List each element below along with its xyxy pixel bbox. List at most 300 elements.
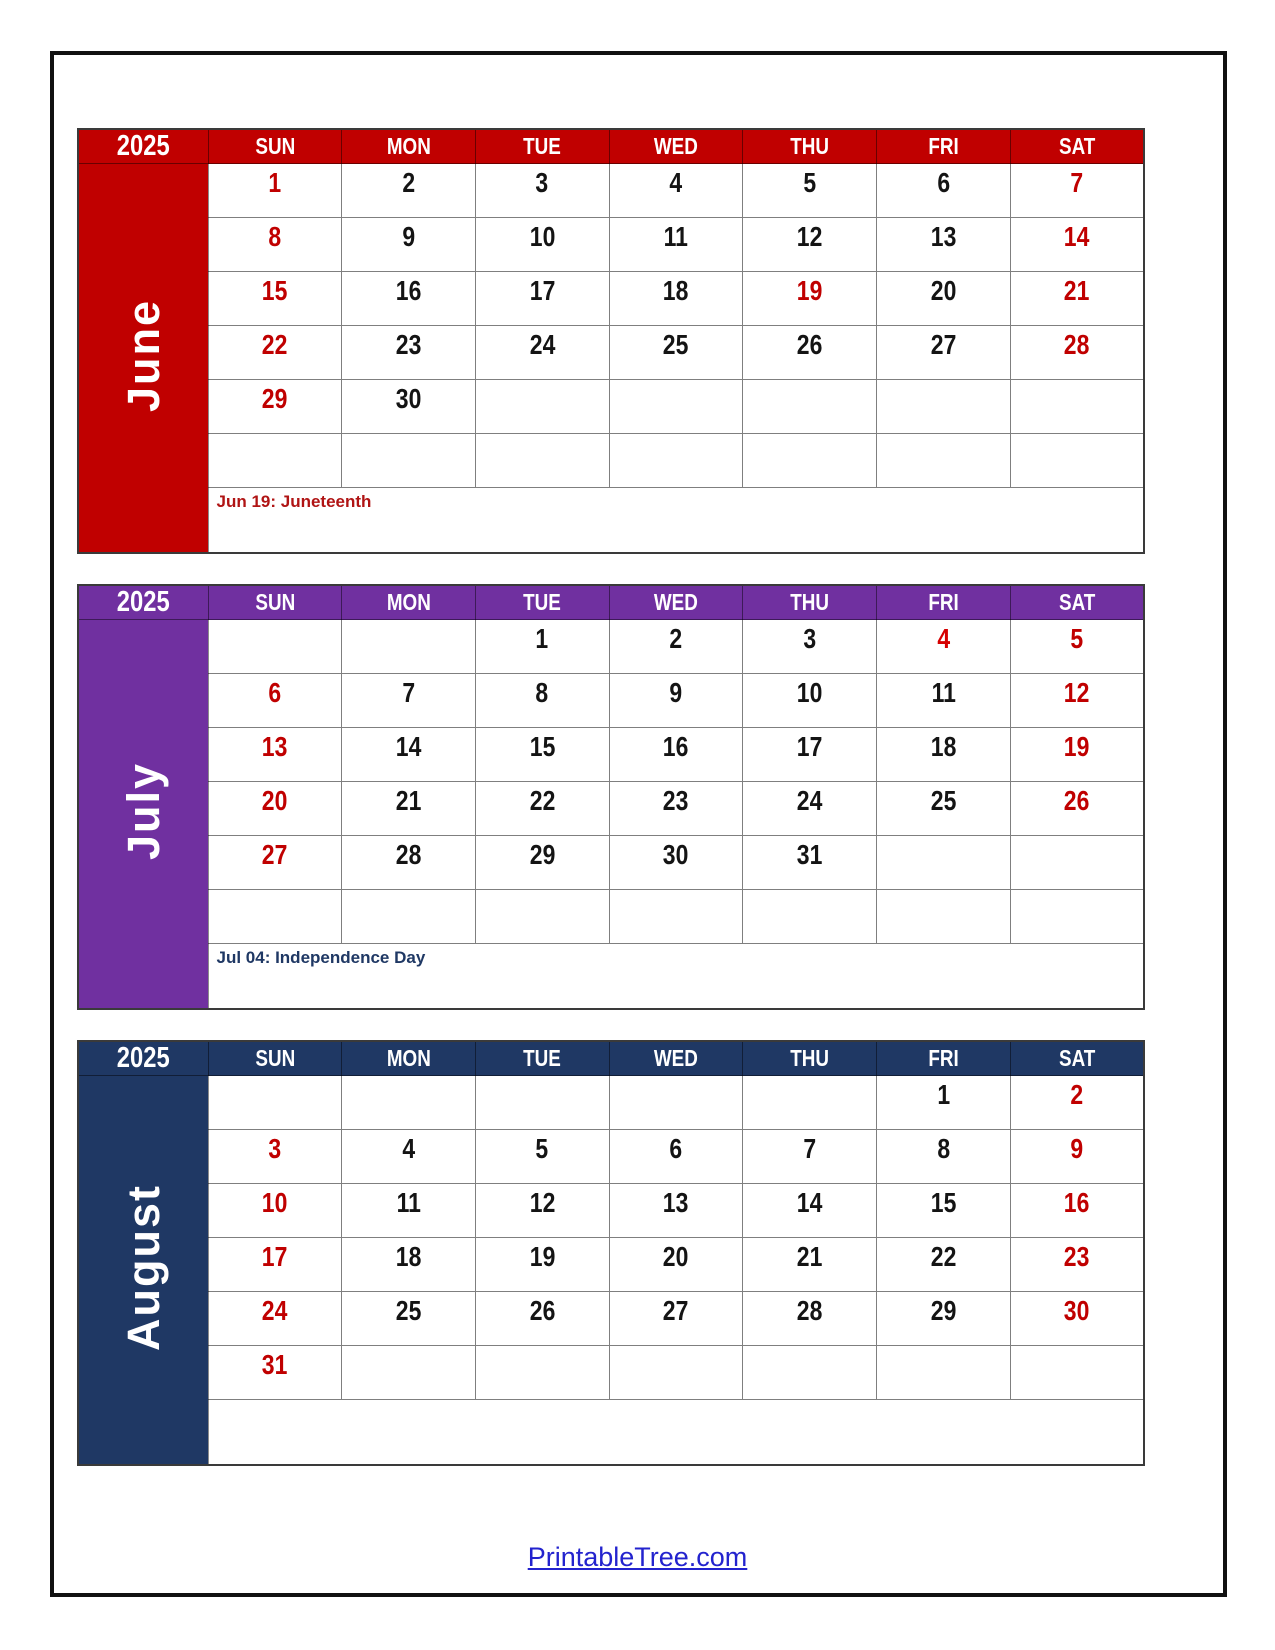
date-cell-18 xyxy=(609,272,743,326)
day-header-label: FRI xyxy=(928,589,959,615)
day-header-label: TUE xyxy=(523,1045,562,1071)
date-cell-22 xyxy=(475,782,609,836)
date-number: 25 xyxy=(930,785,957,816)
date-cell-29 xyxy=(877,1292,1011,1346)
month-name-label: June xyxy=(117,298,169,413)
day-header-sat xyxy=(1010,1041,1144,1076)
note-row xyxy=(78,488,1144,554)
date-number: 30 xyxy=(1064,1295,1090,1326)
date-number: 7 xyxy=(402,677,415,708)
date-cell-25 xyxy=(877,782,1011,836)
date-cell-7 xyxy=(1010,164,1144,218)
date-number: 17 xyxy=(529,275,556,306)
date-cell-19 xyxy=(475,1238,609,1292)
date-cell-30 xyxy=(609,836,743,890)
date-cell-25 xyxy=(342,1292,476,1346)
date-cell-4 xyxy=(609,164,743,218)
date-number: 26 xyxy=(1064,785,1090,816)
date-number: 12 xyxy=(529,1187,556,1218)
date-cell-20 xyxy=(877,272,1011,326)
date-number: 21 xyxy=(1064,275,1090,306)
date-number: 22 xyxy=(529,785,556,816)
header-row xyxy=(78,1041,1144,1076)
date-cell-28 xyxy=(743,1292,877,1346)
date-number: 12 xyxy=(796,221,823,252)
date-cell-22 xyxy=(208,326,342,380)
date-cell-9 xyxy=(609,674,743,728)
date-number: 26 xyxy=(796,329,823,360)
date-cell-empty xyxy=(342,1346,476,1400)
holiday-note xyxy=(208,1400,1144,1466)
date-number: 31 xyxy=(262,1349,288,1380)
date-number: 16 xyxy=(395,275,422,306)
date-number: 29 xyxy=(930,1295,957,1326)
date-number: 23 xyxy=(663,785,689,816)
day-header-label: SUN xyxy=(254,1045,295,1071)
date-cell-7 xyxy=(743,1130,877,1184)
date-cell-2 xyxy=(342,164,476,218)
date-number: 15 xyxy=(529,731,556,762)
date-number: 21 xyxy=(796,1241,823,1272)
year-cell xyxy=(78,585,208,620)
week-row xyxy=(78,836,1144,890)
date-cell-empty xyxy=(475,890,609,944)
week-row xyxy=(78,218,1144,272)
note-row xyxy=(78,944,1144,1010)
date-number: 1 xyxy=(268,167,282,198)
date-cell-empty xyxy=(475,1346,609,1400)
date-cell-9 xyxy=(342,218,476,272)
date-cell-18 xyxy=(877,728,1011,782)
day-header-sun xyxy=(208,129,342,164)
day-header-label: SAT xyxy=(1058,589,1096,615)
date-cell-empty xyxy=(342,620,476,674)
date-cell-empty xyxy=(342,1076,476,1130)
day-header-label: THU xyxy=(790,133,830,159)
day-header-mon xyxy=(342,129,476,164)
date-cell-1 xyxy=(208,164,342,218)
date-number: 11 xyxy=(663,221,689,252)
date-number: 1 xyxy=(535,623,549,654)
date-number: 4 xyxy=(402,1133,415,1164)
date-cell-7 xyxy=(342,674,476,728)
day-header-sun xyxy=(208,1041,342,1076)
date-number: 5 xyxy=(1070,623,1084,654)
date-cell-empty xyxy=(475,1076,609,1130)
date-cell-5 xyxy=(475,1130,609,1184)
date-cell-empty xyxy=(609,1346,743,1400)
day-header-wed xyxy=(609,585,743,620)
date-cell-empty xyxy=(743,1076,877,1130)
date-cell-14 xyxy=(342,728,476,782)
date-cell-13 xyxy=(208,728,342,782)
holiday-note xyxy=(208,944,1144,1010)
date-cell-8 xyxy=(208,218,342,272)
month-header xyxy=(78,585,1144,620)
week-row xyxy=(78,782,1144,836)
date-cell-14 xyxy=(743,1184,877,1238)
date-number: 23 xyxy=(1064,1241,1090,1272)
date-cell-3 xyxy=(208,1130,342,1184)
date-cell-21 xyxy=(743,1238,877,1292)
date-number: 1 xyxy=(936,1079,950,1110)
month-calendar-july xyxy=(77,584,1145,1010)
date-number: 2 xyxy=(402,167,415,198)
date-cell-1 xyxy=(877,1076,1011,1130)
date-cell-30 xyxy=(1010,1292,1144,1346)
date-number: 25 xyxy=(395,1295,422,1326)
day-header-label: SUN xyxy=(254,133,295,159)
week-row xyxy=(78,674,1144,728)
date-cell-17 xyxy=(208,1238,342,1292)
date-cell-21 xyxy=(342,782,476,836)
week-row xyxy=(78,326,1144,380)
date-cell-empty xyxy=(1010,836,1144,890)
date-cell-10 xyxy=(743,674,877,728)
week-row xyxy=(78,1076,1144,1130)
date-number: 22 xyxy=(262,329,288,360)
date-cell-15 xyxy=(475,728,609,782)
date-number: 18 xyxy=(663,275,689,306)
day-header-label: THU xyxy=(790,589,830,615)
week-row xyxy=(78,1346,1144,1400)
date-cell-2 xyxy=(1010,1076,1144,1130)
date-number: 24 xyxy=(262,1295,288,1326)
week-row xyxy=(78,1130,1144,1184)
date-number: 13 xyxy=(262,731,288,762)
date-cell-20 xyxy=(609,1238,743,1292)
date-number: 18 xyxy=(395,1241,422,1272)
week-row xyxy=(78,1238,1144,1292)
date-cell-21 xyxy=(1010,272,1144,326)
date-cell-empty xyxy=(475,434,609,488)
holiday-note-text: Jun 19: Juneteenth xyxy=(216,492,372,511)
date-cell-empty xyxy=(1010,1346,1144,1400)
date-cell-empty xyxy=(609,890,743,944)
day-header-label: WED xyxy=(653,589,698,615)
month-grid xyxy=(78,620,1144,1010)
date-number: 29 xyxy=(262,383,288,414)
date-cell-3 xyxy=(743,620,877,674)
week-row xyxy=(78,164,1144,218)
date-number: 15 xyxy=(262,275,288,306)
date-cell-19 xyxy=(1010,728,1144,782)
day-header-label: TUE xyxy=(523,589,562,615)
date-number: 14 xyxy=(395,731,422,762)
date-cell-26 xyxy=(475,1292,609,1346)
date-cell-empty xyxy=(1010,380,1144,434)
week-row xyxy=(78,1184,1144,1238)
date-number: 3 xyxy=(803,623,817,654)
date-cell-empty xyxy=(743,890,877,944)
day-header-tue xyxy=(475,1041,609,1076)
date-cell-12 xyxy=(1010,674,1144,728)
date-number: 19 xyxy=(796,275,823,306)
date-number: 6 xyxy=(268,677,282,708)
date-cell-empty xyxy=(342,890,476,944)
month-name-label: July xyxy=(117,762,169,861)
date-number: 18 xyxy=(930,731,957,762)
date-number: 2 xyxy=(1070,1079,1084,1110)
month-sidebar xyxy=(78,1076,208,1466)
month-calendar-august xyxy=(77,1040,1145,1466)
printabletree-link[interactable]: PrintableTree.com xyxy=(527,1542,748,1572)
month-table xyxy=(77,128,1145,554)
date-cell-27 xyxy=(877,326,1011,380)
date-number: 20 xyxy=(262,785,288,816)
date-number: 12 xyxy=(1064,677,1090,708)
month-name-label: August xyxy=(117,1184,169,1351)
date-number: 25 xyxy=(663,329,689,360)
date-number: 9 xyxy=(402,221,415,252)
date-cell-2 xyxy=(609,620,743,674)
day-header-label: WED xyxy=(653,1045,698,1071)
date-number: 16 xyxy=(663,731,689,762)
date-cell-26 xyxy=(743,326,877,380)
day-header-sat xyxy=(1010,129,1144,164)
date-cell-empty xyxy=(1010,890,1144,944)
year-label: 2025 xyxy=(116,1042,170,1074)
day-header-mon xyxy=(342,1041,476,1076)
day-header-thu xyxy=(743,585,877,620)
date-number: 27 xyxy=(930,329,957,360)
month-header xyxy=(78,1041,1144,1076)
date-number: 28 xyxy=(395,839,422,870)
day-header-fri xyxy=(877,585,1011,620)
day-header-label: SAT xyxy=(1058,133,1096,159)
month-calendar-june xyxy=(77,128,1145,554)
date-number: 30 xyxy=(395,383,422,414)
note-row xyxy=(78,1400,1144,1466)
date-number: 29 xyxy=(529,839,556,870)
date-cell-12 xyxy=(475,1184,609,1238)
date-cell-17 xyxy=(475,272,609,326)
month-header xyxy=(78,129,1144,164)
day-header-label: SAT xyxy=(1058,1045,1096,1071)
date-cell-empty xyxy=(743,1346,877,1400)
date-cell-10 xyxy=(475,218,609,272)
date-cell-11 xyxy=(342,1184,476,1238)
date-number: 5 xyxy=(535,1133,549,1164)
date-number: 9 xyxy=(1070,1133,1084,1164)
date-cell-15 xyxy=(877,1184,1011,1238)
month-sidebar xyxy=(78,620,208,1010)
date-cell-empty xyxy=(877,380,1011,434)
date-number: 6 xyxy=(669,1133,683,1164)
date-cell-28 xyxy=(1010,326,1144,380)
date-number: 3 xyxy=(535,167,549,198)
date-number: 17 xyxy=(262,1241,288,1272)
date-cell-empty xyxy=(609,380,743,434)
date-number: 30 xyxy=(663,839,689,870)
week-row xyxy=(78,890,1144,944)
date-cell-15 xyxy=(208,272,342,326)
week-row xyxy=(78,434,1144,488)
date-number: 3 xyxy=(268,1133,282,1164)
date-number: 27 xyxy=(262,839,288,870)
date-cell-22 xyxy=(877,1238,1011,1292)
date-cell-24 xyxy=(475,326,609,380)
date-cell-empty xyxy=(743,434,877,488)
date-cell-24 xyxy=(743,782,877,836)
date-cell-empty xyxy=(743,380,877,434)
date-number: 8 xyxy=(268,221,282,252)
day-header-tue xyxy=(475,129,609,164)
day-header-fri xyxy=(877,129,1011,164)
date-cell-11 xyxy=(609,218,743,272)
year-cell xyxy=(78,129,208,164)
year-label: 2025 xyxy=(116,130,170,162)
day-header-label: MON xyxy=(386,1045,431,1071)
date-number: 13 xyxy=(930,221,957,252)
day-header-label: MON xyxy=(386,589,431,615)
date-number: 31 xyxy=(796,839,823,870)
date-number: 2 xyxy=(669,623,683,654)
day-header-mon xyxy=(342,585,476,620)
date-number: 15 xyxy=(930,1187,957,1218)
date-cell-empty xyxy=(877,890,1011,944)
date-cell-8 xyxy=(475,674,609,728)
week-row xyxy=(78,380,1144,434)
year-cell xyxy=(78,1041,208,1076)
date-cell-6 xyxy=(208,674,342,728)
day-header-label: TUE xyxy=(523,133,562,159)
date-cell-empty xyxy=(877,1346,1011,1400)
date-number: 10 xyxy=(796,677,823,708)
date-number: 14 xyxy=(1064,221,1090,252)
date-number: 10 xyxy=(529,221,556,252)
date-cell-9 xyxy=(1010,1130,1144,1184)
date-number: 20 xyxy=(930,275,957,306)
date-cell-23 xyxy=(609,782,743,836)
date-cell-6 xyxy=(877,164,1011,218)
date-cell-empty xyxy=(475,380,609,434)
date-cell-8 xyxy=(877,1130,1011,1184)
date-cell-23 xyxy=(342,326,476,380)
date-number: 4 xyxy=(936,623,950,654)
date-cell-31 xyxy=(743,836,877,890)
week-row xyxy=(78,728,1144,782)
date-cell-6 xyxy=(609,1130,743,1184)
date-cell-10 xyxy=(208,1184,342,1238)
date-number: 26 xyxy=(529,1295,556,1326)
date-cell-20 xyxy=(208,782,342,836)
date-number: 17 xyxy=(796,731,823,762)
day-header-wed xyxy=(609,1041,743,1076)
date-cell-19 xyxy=(743,272,877,326)
date-number: 23 xyxy=(395,329,422,360)
date-cell-18 xyxy=(342,1238,476,1292)
date-number: 22 xyxy=(930,1241,957,1272)
page-border-frame xyxy=(50,51,1227,1597)
date-cell-5 xyxy=(1010,620,1144,674)
date-number: 28 xyxy=(1064,329,1090,360)
date-number: 5 xyxy=(803,167,817,198)
date-cell-empty xyxy=(609,1076,743,1130)
date-cell-24 xyxy=(208,1292,342,1346)
date-number: 27 xyxy=(663,1295,689,1326)
date-number: 7 xyxy=(1070,167,1084,198)
date-cell-12 xyxy=(743,218,877,272)
date-cell-16 xyxy=(609,728,743,782)
date-number: 4 xyxy=(669,167,683,198)
date-number: 19 xyxy=(529,1241,556,1272)
week-row xyxy=(78,272,1144,326)
date-number: 7 xyxy=(803,1133,817,1164)
date-number: 13 xyxy=(663,1187,689,1218)
day-header-label: THU xyxy=(790,1045,830,1071)
date-cell-empty xyxy=(208,1076,342,1130)
date-number: 14 xyxy=(796,1187,823,1218)
day-header-label: WED xyxy=(653,133,698,159)
day-header-fri xyxy=(877,1041,1011,1076)
date-cell-25 xyxy=(609,326,743,380)
date-number: 21 xyxy=(395,785,422,816)
holiday-note xyxy=(208,488,1144,554)
day-header-sun xyxy=(208,585,342,620)
day-header-thu xyxy=(743,1041,877,1076)
date-cell-13 xyxy=(877,218,1011,272)
date-cell-29 xyxy=(475,836,609,890)
date-cell-29 xyxy=(208,380,342,434)
header-row xyxy=(78,585,1144,620)
footer xyxy=(0,1542,1275,1573)
date-number: 24 xyxy=(796,785,823,816)
date-cell-empty xyxy=(877,836,1011,890)
date-cell-empty xyxy=(877,434,1011,488)
date-cell-empty xyxy=(208,434,342,488)
day-header-sat xyxy=(1010,585,1144,620)
day-header-label: FRI xyxy=(928,1045,959,1071)
day-header-label: MON xyxy=(386,133,431,159)
date-cell-4 xyxy=(342,1130,476,1184)
date-cell-1 xyxy=(475,620,609,674)
day-header-wed xyxy=(609,129,743,164)
date-cell-16 xyxy=(342,272,476,326)
date-number: 9 xyxy=(669,677,683,708)
date-number: 10 xyxy=(262,1187,288,1218)
date-number: 20 xyxy=(663,1241,689,1272)
month-table xyxy=(77,584,1145,1010)
date-cell-empty xyxy=(609,434,743,488)
month-grid xyxy=(78,1076,1144,1466)
date-cell-26 xyxy=(1010,782,1144,836)
date-cell-11 xyxy=(877,674,1011,728)
date-number: 6 xyxy=(936,167,950,198)
date-cell-16 xyxy=(1010,1184,1144,1238)
date-cell-23 xyxy=(1010,1238,1144,1292)
date-cell-27 xyxy=(208,836,342,890)
holiday-note-text: Jul 04: Independence Day xyxy=(216,948,426,967)
date-cell-5 xyxy=(743,164,877,218)
week-row xyxy=(78,620,1144,674)
date-cell-31 xyxy=(208,1346,342,1400)
month-table xyxy=(77,1040,1145,1466)
date-cell-4 xyxy=(877,620,1011,674)
date-cell-28 xyxy=(342,836,476,890)
date-number: 11 xyxy=(396,1187,421,1218)
month-grid xyxy=(78,164,1144,554)
date-cell-3 xyxy=(475,164,609,218)
date-cell-empty xyxy=(342,434,476,488)
day-header-thu xyxy=(743,129,877,164)
day-header-tue xyxy=(475,585,609,620)
date-number: 28 xyxy=(796,1295,823,1326)
date-cell-30 xyxy=(342,380,476,434)
header-row xyxy=(78,129,1144,164)
date-number: 16 xyxy=(1064,1187,1090,1218)
date-number: 19 xyxy=(1064,731,1090,762)
